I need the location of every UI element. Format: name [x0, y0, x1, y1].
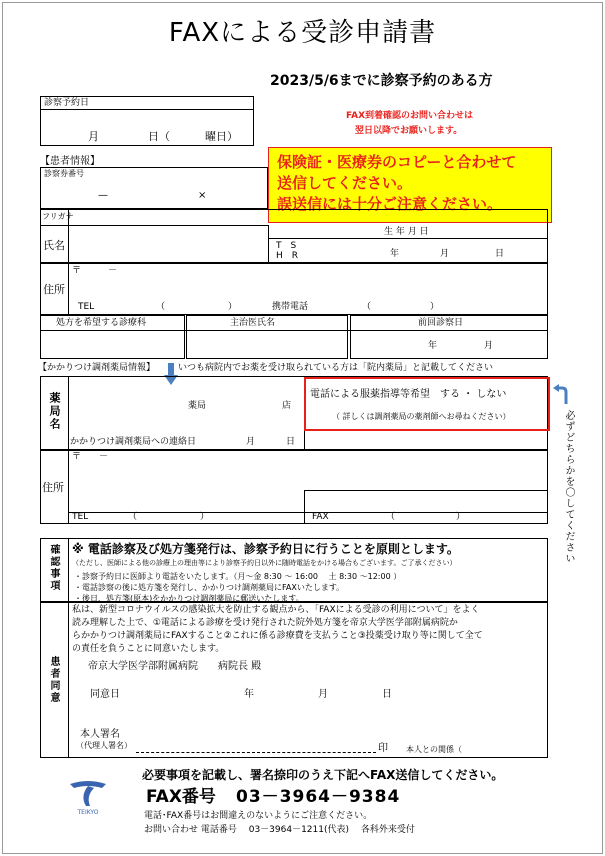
name-input[interactable]	[70, 227, 266, 261]
hospital-name: 帝京大学医学部附属病院 病院長 殿	[88, 661, 262, 672]
reservation-label: 診察予約日	[44, 98, 90, 108]
furigana-input[interactable]	[70, 210, 266, 224]
fax-number: 03－3964－9384	[236, 787, 401, 807]
name-label: 氏名	[43, 239, 65, 252]
warning-box: 保険証・医療券のコピーと合わせて 送信してください。 誤送信には十分ご注意ください。	[268, 147, 552, 223]
pharmacy-section-label: 【かかりつけ調剤薬局情報】	[38, 363, 156, 373]
consent-date-input[interactable]	[136, 684, 546, 704]
relation-input[interactable]	[466, 740, 546, 756]
teikyo-logo	[66, 776, 110, 816]
dob-input[interactable]	[300, 240, 546, 262]
patient-section-label: 【患者情報】	[40, 156, 100, 167]
subtitle: 2023/5/6までに診察予約のある方	[270, 73, 493, 89]
confirm-main: ※ 電話診察及び処方箋発行は、診察予約日に行うことを原則とします。	[72, 542, 459, 556]
pharmacy-note: いつも病院内でお薬を受け取られている方は「院内薬局」と記載してください	[178, 363, 494, 373]
form-title: FAXによる受診申請書	[168, 18, 437, 48]
guidance-option-box[interactable]	[304, 377, 550, 431]
mobile-label: 携帯電話	[272, 302, 309, 312]
svg-text:TEIKYO: TEIKYO	[77, 809, 99, 816]
fax-notice-1: FAX到着確認のお問い合わせは	[346, 111, 474, 121]
footer-instruction: 必要事項を記載し、署名捺印のうえ下記へFAX送信してください。	[142, 768, 504, 782]
curved-arrow-icon	[552, 384, 570, 404]
fax-notice-2: 翌日以降でお願いします。	[355, 126, 463, 136]
side-note: 必ずどちらかを〇してください	[563, 410, 574, 564]
guidance-choice[interactable]: 電話による服薬指導等希望 する ・ しない	[310, 389, 507, 400]
inquiry: お問い合わせ 電話番号 03－3964－1211(代表) 各科外来受付	[144, 825, 415, 835]
signature-input[interactable]	[136, 724, 376, 752]
